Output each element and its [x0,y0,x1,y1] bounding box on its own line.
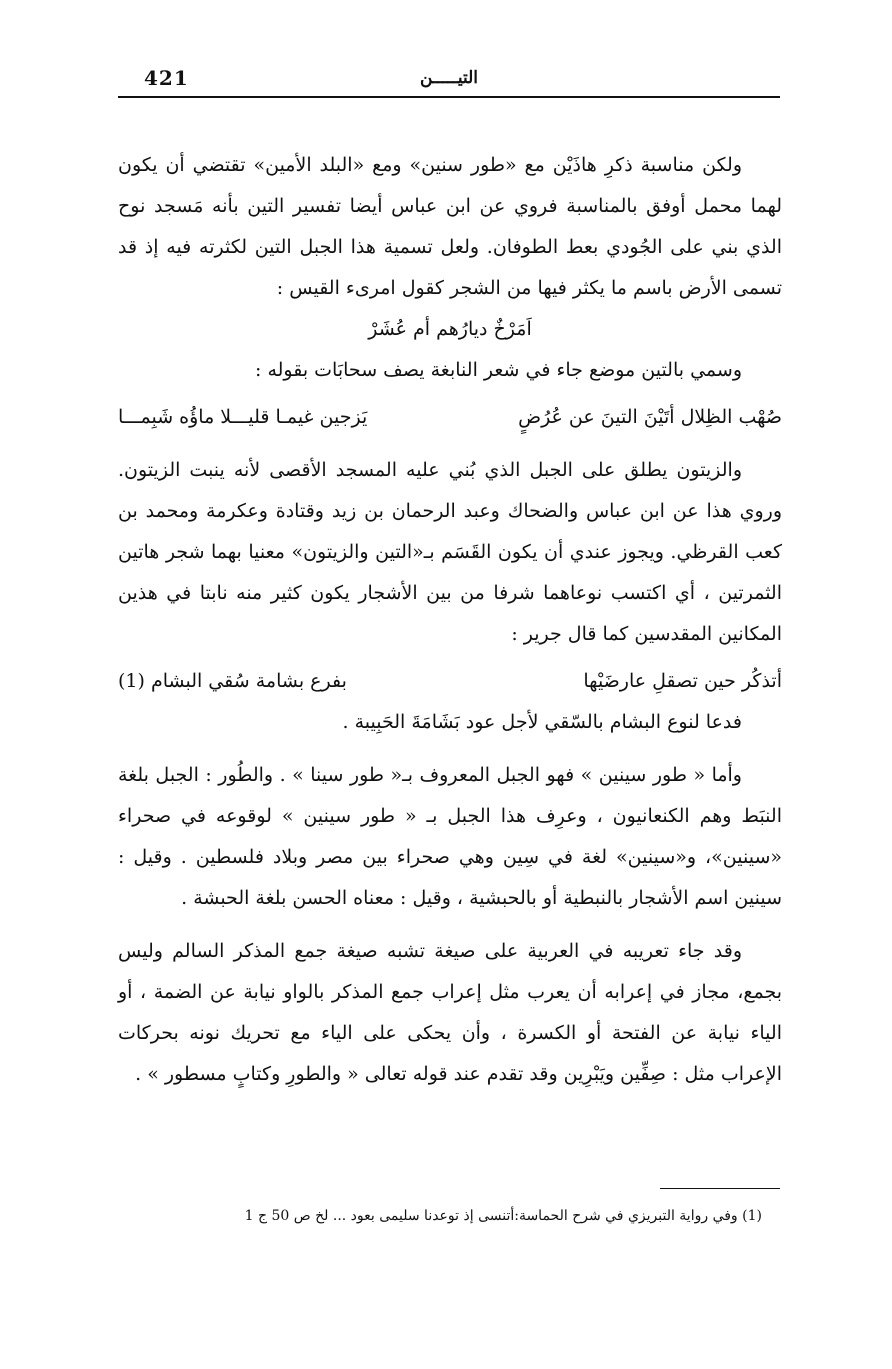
verse-imru-al-qays: اَمَرْخٌ ديارُهم أم عُشَرْ [368,318,532,340]
paragraph-2: وسمي بالتين موضع جاء في شعر النابغة يصف سحابَات بقوله : [255,359,742,381]
verse-nabigha-second-hemistich: يَزجين غيمـا قليـــلا ماؤُه شَبِمـــا [118,406,368,428]
footnote: (1) وفي رواية التبريزي في شرح الحماسة:أتنسى إذ توعدنا سليمى بعود ... لخ ص 50 ج 1 [244,1208,762,1224]
verse-jarir [118,661,782,702]
running-title: التيـــــن [419,68,478,88]
verse-nabigha-first-hemistich: صُهْب الظِلال أتَيْنَ التينَ عن عُرُضٍ [518,406,782,428]
paragraph-6: وقد جاء تعريبه في العربية على صيغة تشبه صيغة جمع المذكر السالم وليس بجمع، مجاز في إعرابه أن يعرب مثل إعراب جمع المذكر بالواو نيابة عن الضمة ، أو الياء نيابة عن الفتحة أو الكسرة ، وأن يحكى على الياء مع تحريك نونه بحركات الإعراب مثل : صِفِّين ويَبْرِين وقد تقدم عند قوله تعالى « والطورِ وكتابٍ مسطور » . [118,940,782,1085]
verse-jarir-first-hemistich: أتذكُر حين تصقلِ عارضَيْها [583,670,782,692]
page-header [118,58,780,98]
verse-nabigha [118,397,782,438]
paragraph-1: ولكن مناسبة ذكرِ هاذَيْن مع «طور سنين» ومع «البلد الأمين» تقتضي أن يكون لهما محمل أوفق بالمناسبة فروي عن ابن عباس أيضا تفسير التين بأنه مَسجد نوح الذي بني على الجُودي بعط الطوفان. ولعل تسمية هذا الجبل التين لكثرته فيه إذ قد تسمى الأرض باسم ما يكثر فيها من الشجر كقول امرىء القيس : [118,154,782,299]
paragraph-4: فدعا لنوع البشام بالسّقي لأجل عود بَشَامَةَ الحَبِيبة . [342,711,742,733]
paragraph-5: وأما « طور سينين » فهو الجبل المعروف بـ« طور سينا » . والطُور : الجبل بلغة النبَط وهم الكنعانيون ، وعرِف هذا الجبل بـ « طور سينين » لوقوعه في صحراء «سينين»، و«سينين» لغة في سِين وهي صحراء بين مصر وبلاد فلسطين . وقيل : سينين اسم الأشجار بالنبطية أو بالحبشية ، وقيل : معناه الحسن بلغة الحبشة . [118,764,782,909]
footnote-divider [660,1188,780,1189]
page-number: 421 [144,66,189,90]
paragraph-3: والزيتون يطلق على الجبل الذي بُني عليه المسجد الأقصى لأنه ينبت الزيتون. وروي هذا عن ابن عباس والضحاك وعبد الرحمان بن زيد وقتادة وعكرمة ومحمد بن كعب القرظي. ويجوز عندي أن يكون القَسَم بـ«التين والزيتون» معنيا بهما شجر هاتين الثمرتين ، أي اكتسب نوعاهما شرفا من بين الأشجار يكون كثير منه نابتا في هذين المكانين المقدسين كما قال جرير : [118,459,782,645]
body-text [118,145,782,1095]
verse-jarir-second-hemistich: بفرع بشامة سُقي البشام (1) [118,670,347,692]
